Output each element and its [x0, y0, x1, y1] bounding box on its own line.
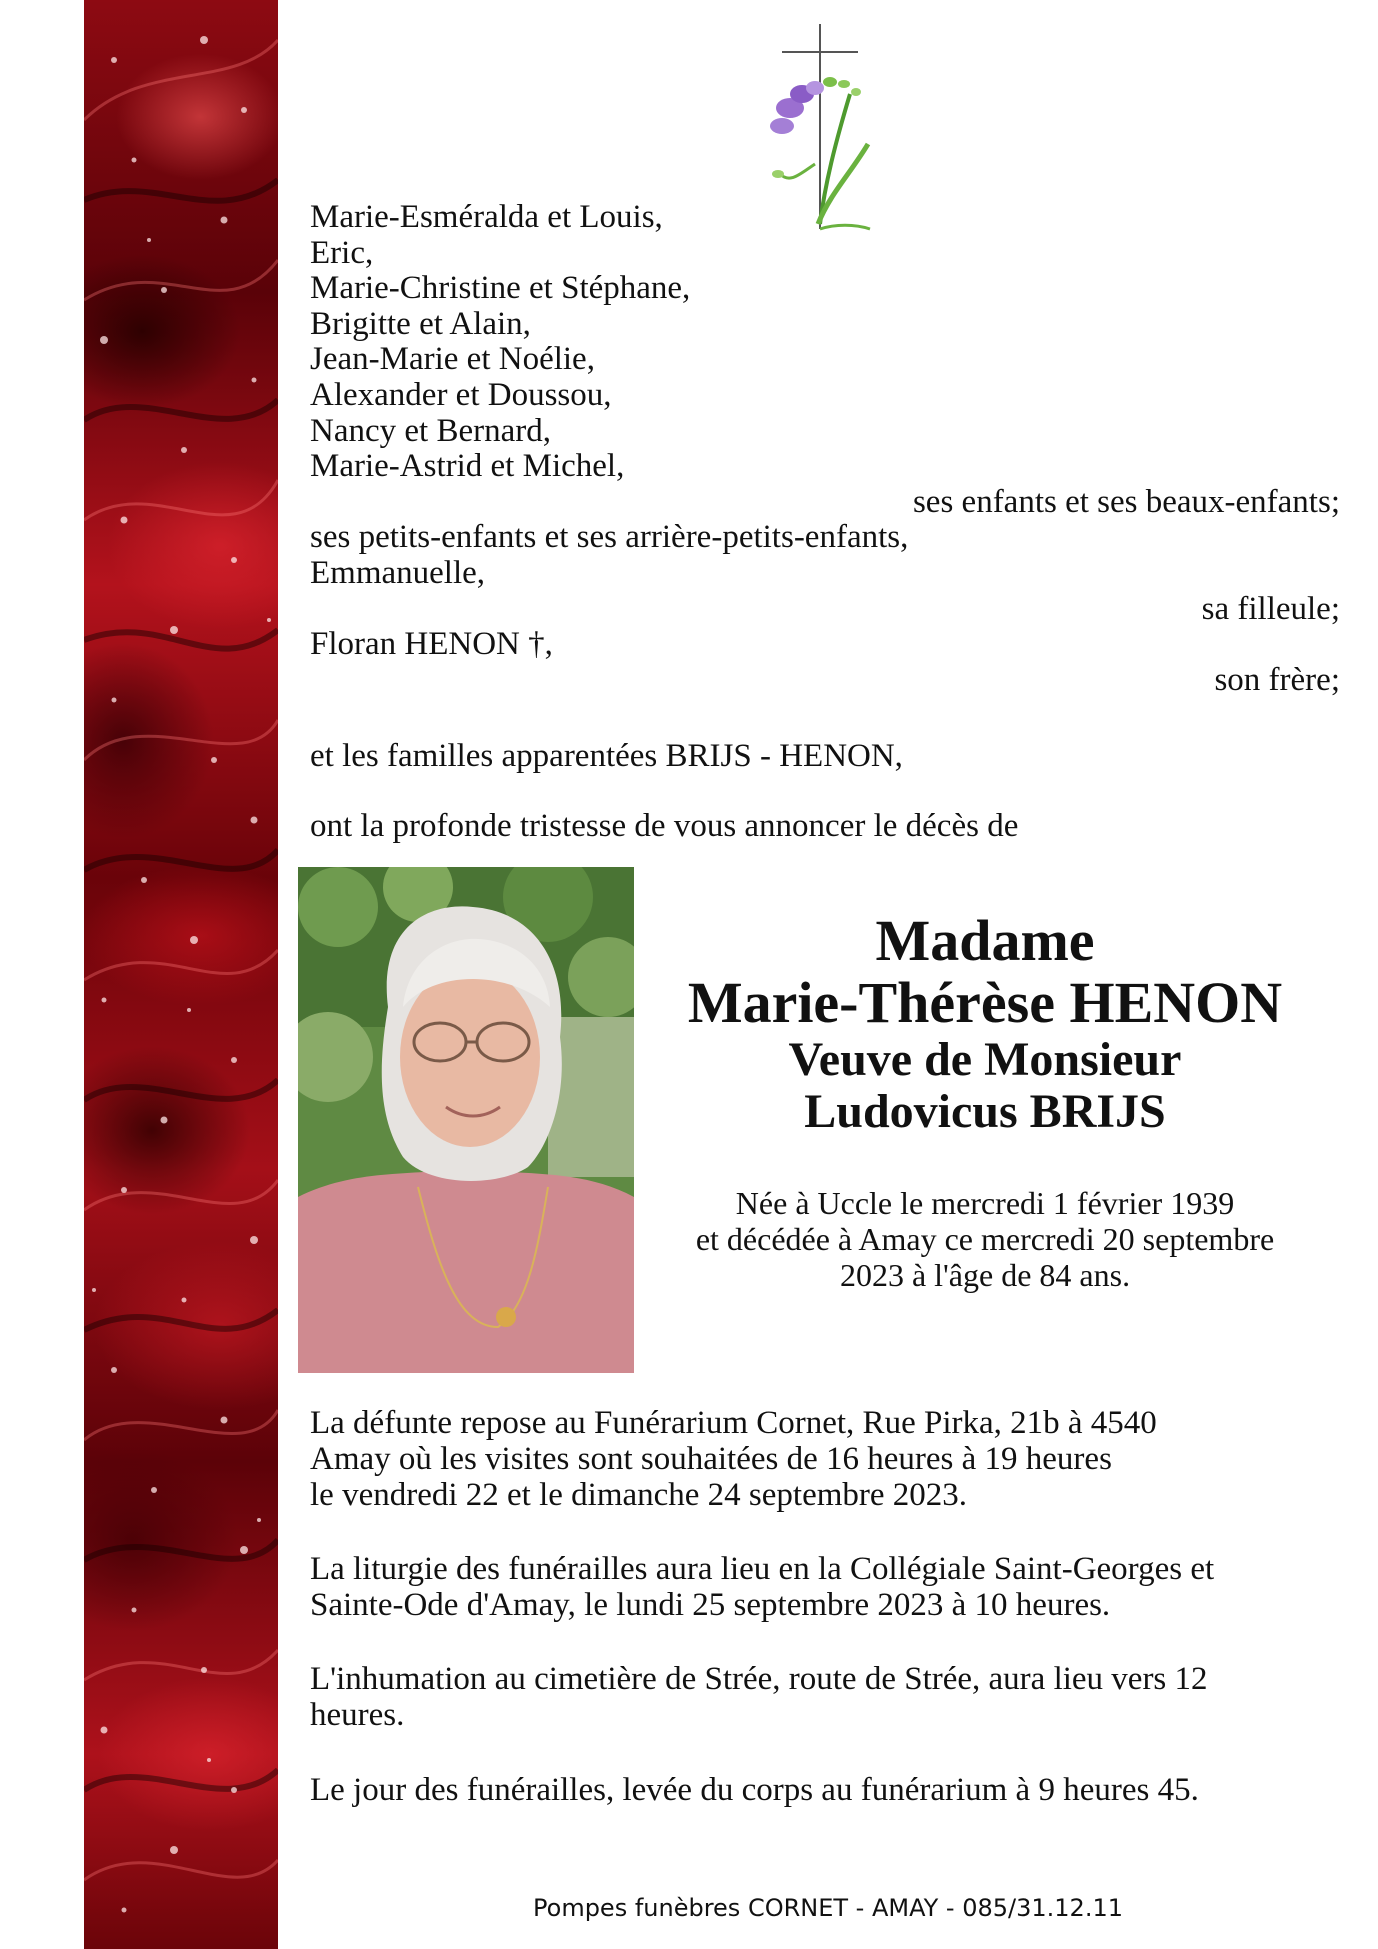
brother-name: Floran HENON †,	[310, 626, 553, 663]
deceased-title: Madame	[875, 908, 1095, 973]
dates-line-1: Née à Uccle le mercredi 1 février 1939	[735, 1185, 1235, 1221]
burial-line-2: heures.	[310, 1697, 405, 1733]
liturgy-paragraph	[310, 1551, 1340, 1623]
visitation-line-3: le vendredi 22 et le dimanche 24 septembre 2023.	[310, 1477, 968, 1513]
birth-death-dates	[640, 1185, 1330, 1293]
funeral-home-footer: Pompes funèbres CORNET - AMAY - 085/31.12.11	[533, 1894, 1123, 1922]
family-list	[310, 200, 1340, 698]
visitation-line-2: Amay où les visites sont souhaitées de 16 heures à 19 heures	[310, 1441, 1112, 1477]
related-families: et les familles apparentées BRIJS - HENON,	[310, 738, 903, 774]
widow-line-1: Veuve de Monsieur	[788, 1033, 1182, 1086]
children-role: ses enfants et ses beaux-enfants;	[912, 483, 1340, 520]
family-child-6: Alexander et Doussou,	[310, 376, 612, 413]
goddaughter-name: Emmanuelle,	[310, 554, 486, 591]
dates-line-3: 2023 à l'âge de 84 ans.	[839, 1257, 1131, 1293]
family-child-7: Nancy et Bernard,	[310, 412, 551, 449]
burial-line-1: L'inhumation au cimetière de Strée, route de Strée, aura lieu vers 12	[310, 1661, 1208, 1697]
family-child-2: Eric,	[310, 234, 374, 271]
deceased-name-block	[640, 910, 1330, 1138]
liturgy-line-1: La liturgie des funérailles aura lieu en la Collégiale Saint-Georges et	[310, 1551, 1215, 1587]
family-child-3: Marie-Christine et Stéphane,	[310, 270, 691, 307]
rose-petals-image	[84, 0, 278, 1949]
liturgy-line-2: Sainte-Ode d'Amay, le lundi 25 septembre 2023 à 10 heures.	[310, 1587, 1111, 1623]
family-child-5: Jean-Marie et Noélie,	[310, 341, 595, 378]
dates-line-2: et décédée à Amay ce mercredi 20 septembre	[695, 1221, 1275, 1257]
burial-paragraph	[310, 1661, 1340, 1733]
departure-line-1: Le jour des funérailles, levée du corps au funérarium à 9 heures 45.	[310, 1772, 1199, 1808]
visitation-line-1: La défunte repose au Funérarium Cornet, Rue Pirka, 21b à 4540	[310, 1405, 1157, 1441]
announcement: ont la profonde tristesse de vous annoncer le décès de	[310, 808, 1019, 844]
brother-role: son frère;	[1214, 661, 1340, 698]
visitation-paragraph	[310, 1405, 1340, 1513]
rose-petals-decoration	[84, 0, 278, 1949]
family-child-8: Marie-Astrid et Michel,	[310, 448, 625, 485]
portrait-photo	[298, 867, 634, 1373]
family-child-4: Brigitte et Alain,	[310, 305, 531, 342]
departure-paragraph	[310, 1772, 1340, 1808]
family-child-1: Marie-Esméralda et Louis,	[310, 199, 663, 235]
grandchildren: ses petits-enfants et ses arrière-petits-enfants,	[310, 519, 909, 556]
deceased-full-name: Marie-Thérèse HENON	[687, 970, 1283, 1035]
widow-line-2: Ludovicus BRIJS	[804, 1085, 1166, 1138]
goddaughter-role: sa filleule;	[1201, 590, 1340, 627]
